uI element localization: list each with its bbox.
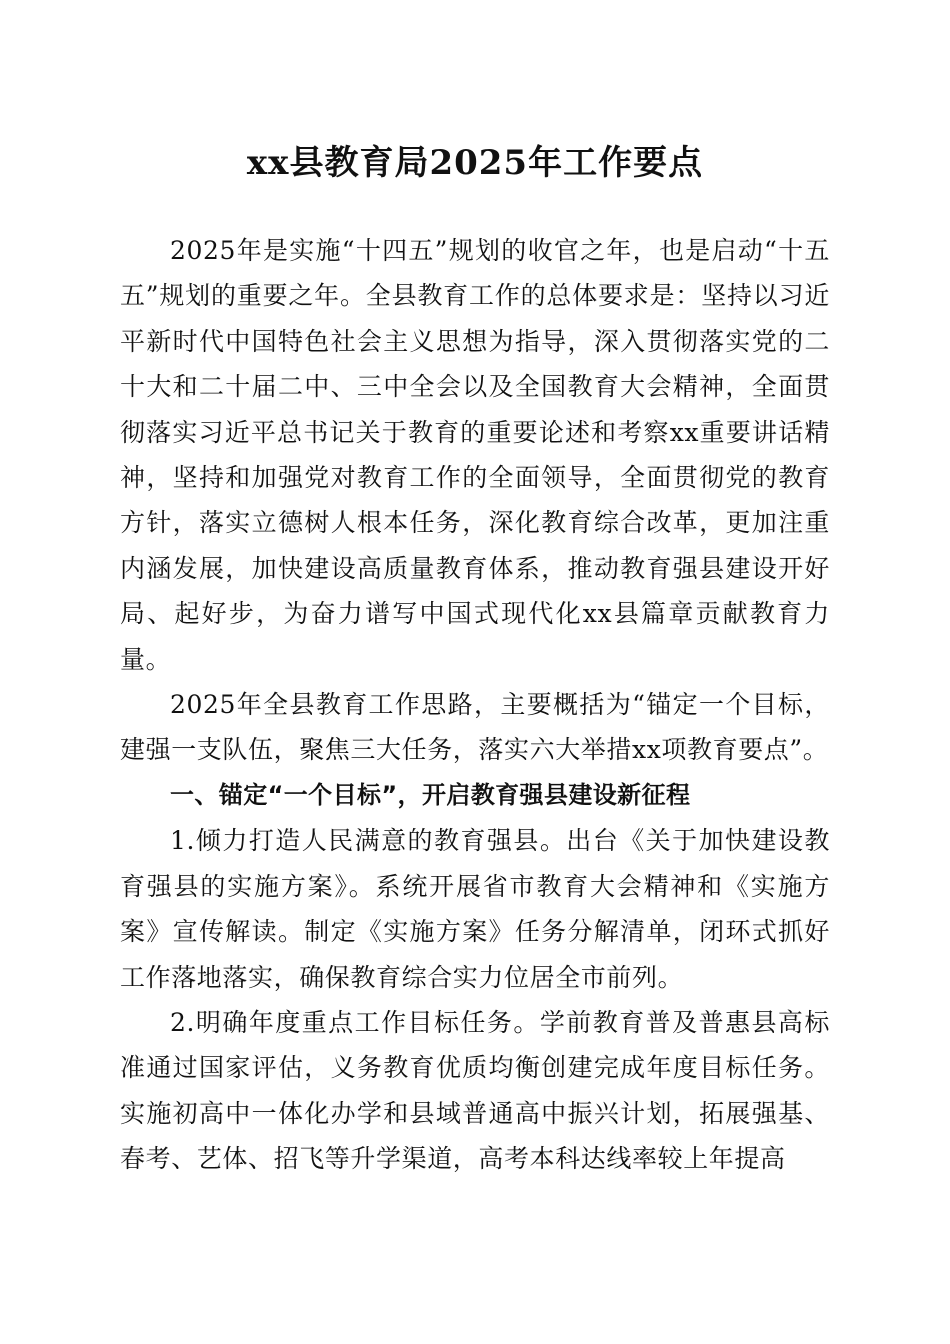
document-title: xx县教育局2025年工作要点 [246, 143, 704, 183]
item-paragraph-2: 2.明确年度重点工作目标任务。学前教育普及普惠县高标准通过国家评估，义务教育优质均衡创建完成年度目标任务。实施初高中一体化办学和县域普通高中振兴计划，拓展强基、春考、艺体、招飞等升学渠道，高考本科达线率较上年提高 [120, 1007, 830, 1174]
item-paragraph-1: 1.倾力打造人民满意的教育强县。出台《关于加快建设教育强县的实施方案》。系统开展省市教育大会精神和《实施方案》宣传解读。制定《实施方案》任务分解清单，闭环式抓好工作落地落实，确保教育综合实力位居全市前列。 [120, 826, 830, 992]
document-body [120, 228, 830, 1182]
section-heading-1: 一、锚定“一个目标”，开启教育强县建设新征程 [170, 780, 691, 809]
intro-paragraph: 2025年是实施“十四五”规划的收官之年，也是启动“十五五”规划的重要之年。全县教育工作的总体要求是：坚持以习近平新时代中国特色社会主义思想为指导，深入贯彻落实党的二十大和二十届二中、三中全会以及全国教育大会精神，全面贯彻落实习近平总书记关于教育的重要论述和考察xx重要讲话精神，坚持和加强党对教育工作的全面领导，全面贯彻党的教育方针，落实立德树人根本任务，深化教育综合改革，更加注重内涵发展，加快建设高质量教育体系，推动教育强县建设开好局、起好步，为奋力谱写中国式现代化xx县篇章贡献教育力量。 [120, 236, 830, 674]
approach-paragraph: 2025年全县教育工作思路，主要概括为“锚定一个目标，建强一支队伍，聚焦三大任务，落实六大举措xx项教育要点”。 [120, 690, 830, 765]
